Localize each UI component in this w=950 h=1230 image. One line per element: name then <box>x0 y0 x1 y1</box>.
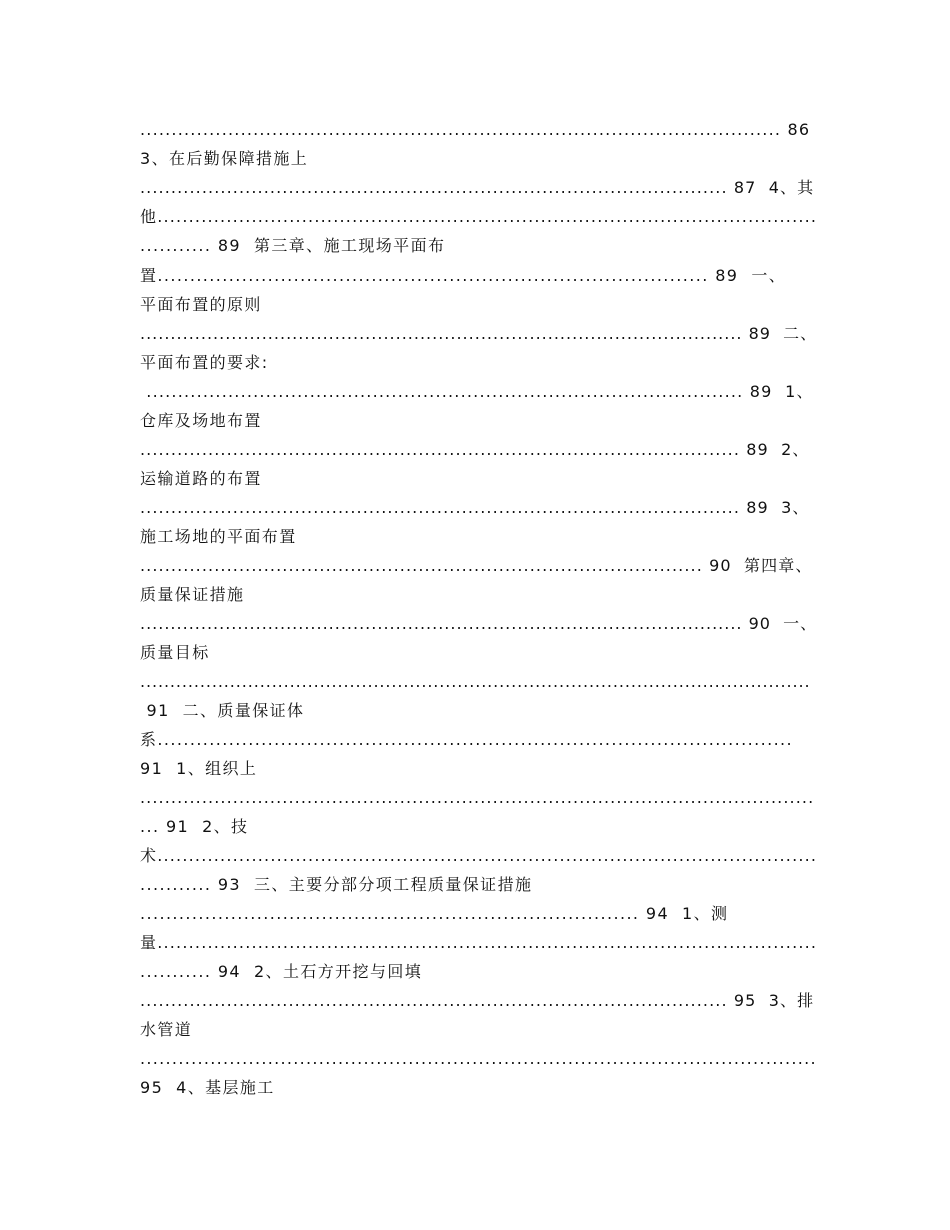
toc-line: ................................................................................................. 89 3、 <box>140 498 810 517</box>
toc-line: ............................................................................................... 89 1、 <box>140 382 814 401</box>
toc-line: 系.................................................................................................. <box>140 730 794 749</box>
toc-line: ... 91 2、技 <box>140 817 249 836</box>
toc-line: 施工场地的平面布置 <box>140 527 297 546</box>
toc-line: ........... 94 2、土石方开挖与回填 <box>140 962 423 981</box>
toc-line: ........... 89 第三章、施工现场平面布 <box>140 236 446 255</box>
toc-line: 91 1、组织上 <box>140 759 258 778</box>
toc-line: 95 4、基层施工 <box>140 1078 275 1097</box>
toc-line: 量......................................................................................................... <box>140 933 818 952</box>
toc-line: 平面布置的要求: <box>140 353 269 372</box>
toc-line: ............................................................................. 94 1、测 <box>140 904 729 923</box>
toc-line: 水管道 <box>140 1020 193 1039</box>
toc-line: 质量保证措施 <box>140 585 245 604</box>
toc-line: ...................................................................................................... 86 <box>140 120 811 139</box>
toc-line: ........... 93 三、主要分部分项工程质量保证措施 <box>140 875 533 894</box>
toc-line: 仓库及场地布置 <box>140 411 262 430</box>
toc-line: 术......................................................................................................... <box>140 846 818 865</box>
toc-line: .......................................................................................................... <box>140 1049 817 1068</box>
toc-line: ............................................................................................... 87 4、其 <box>140 178 815 197</box>
toc-line: 91 二、质量保证体 <box>140 701 305 720</box>
toc-line: ................................................................................................................ <box>140 672 811 691</box>
toc-line: 他......................................................................................................... <box>140 207 818 226</box>
toc-line: 置..................................................................................... 89 一、 <box>140 266 787 285</box>
toc-line: 质量目标 <box>140 643 210 662</box>
toc-line: ................................................................................................. 89 2、 <box>140 440 810 459</box>
toc-line: ................................................................................................... 90 一、 <box>140 614 818 633</box>
toc-line: 3、在后勤保障措施上 <box>140 149 309 168</box>
toc-line: 平面布置的原则 <box>140 295 262 314</box>
toc-line: ............................................................................................... 95 3、排 <box>140 991 815 1010</box>
toc-line: ............................................................................................................. <box>140 788 815 807</box>
toc-line: 运输道路的布置 <box>140 469 262 488</box>
toc-line: ................................................................................................... 89 二、 <box>140 324 818 343</box>
toc-line: ........................................................................................... 90 第四章、 <box>140 556 813 575</box>
